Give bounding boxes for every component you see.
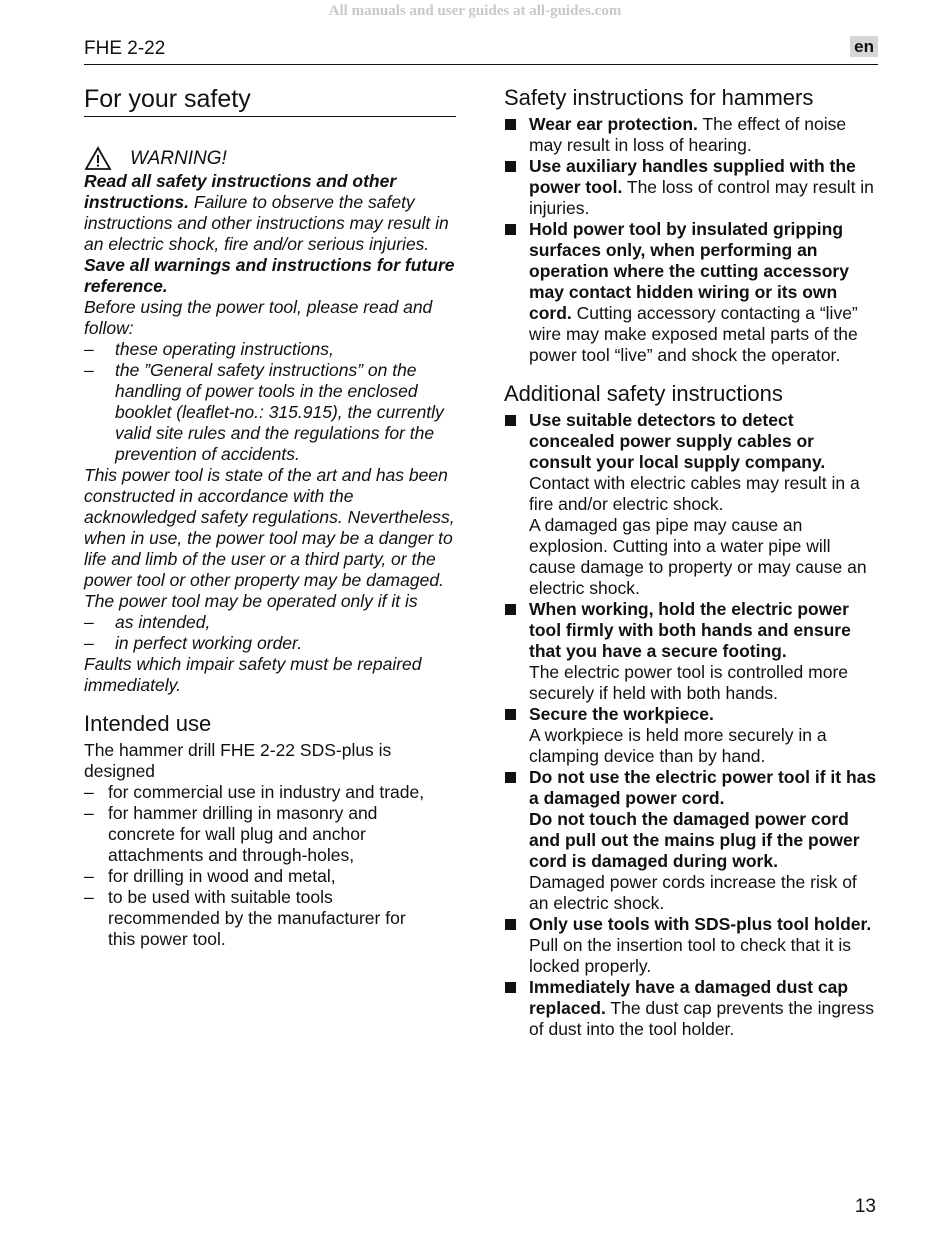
left-column	[84, 84, 456, 950]
list-item	[504, 704, 880, 767]
item-text: Damaged power cords increase the risk of an electric shock.	[529, 872, 857, 913]
item-bold: Hold power tool by insulated gripping surfaces only, when performing an operation where the cutting accessory may contact hidden wiring or its own cord.	[529, 219, 849, 323]
warning-heading	[84, 145, 456, 171]
section-title-safety: For your safety	[84, 84, 456, 117]
list-item	[504, 114, 880, 156]
item-bold: Wear ear protection.	[529, 114, 698, 134]
warning-body: Failure to observe the safety instructions and other instructions may result in an electric shock, fire and/or serious injuries.	[84, 192, 449, 254]
square-bullet-icon	[505, 709, 516, 720]
list-item: – for commercial use in industry and trade,	[84, 782, 456, 803]
item-bold: Secure the workpiece.	[529, 704, 714, 724]
item-bold: Do not use the electric power tool if it has a damaged power cord.	[529, 767, 877, 808]
list-item	[504, 599, 880, 704]
right-column	[504, 84, 880, 1040]
square-bullet-icon	[505, 415, 516, 426]
section-title-intended-use: Intended use	[84, 711, 212, 736]
hammers-list	[504, 114, 880, 366]
square-bullet-icon	[505, 982, 516, 993]
document-id: FHE 2-22	[84, 38, 166, 59]
list-item: – as intended,	[84, 612, 456, 633]
faults-text: Faults which impair safety must be repaired immediately.	[84, 654, 422, 695]
list-item: – to be used with suitable tools recommended by the manufacturer for this power tool.	[84, 887, 456, 950]
before-use-text: Before using the power tool, please read and follow:	[84, 297, 433, 338]
state-of-art-text: This power tool is state of the art and has been constructed in accordance with the acknowledged safety regulations. Nevertheless, when in use, the power tool may be a danger to life and limb of the user or a third party, or the power tool or other property may be damaged.	[84, 465, 455, 590]
square-bullet-icon	[505, 604, 516, 615]
watermark: All manuals and user guides at all-guides.com	[328, 3, 622, 19]
warning-bold-1: Read all safety instructions and other instructions.	[84, 171, 397, 212]
list-item	[504, 914, 880, 977]
list-item: – the ”General safety instructions” on the handling of power tools in the enclosed booklet (leaflet-no.: 315.915), the currently valid site rules and the regulations for the prevention of accidents.	[84, 360, 456, 465]
intended-intro: The hammer drill FHE 2-22 SDS-plus is designed	[84, 740, 392, 781]
section-title-additional: Additional safety instructions	[504, 381, 783, 406]
item-text: Contact with electric cables may result in a fire and/or electric shock.	[529, 473, 860, 514]
item-bold: Use suitable detectors to detect concealed power supply cables or consult your local supply company.	[529, 410, 826, 472]
list-item	[504, 410, 880, 599]
list-item: – for hammer drilling in masonry and concrete for wall plug and anchor attachments and through-holes,	[84, 803, 456, 866]
warning-label: WARNING!	[130, 147, 227, 169]
square-bullet-icon	[505, 772, 516, 783]
item-text: The electric power tool is controlled more securely if held with both hands.	[529, 662, 849, 703]
item-text: The effect of noise may result in loss of hearing.	[529, 114, 847, 155]
item-bold: When working, hold the electric power tool firmly with both hands and ensure that you have a secure footing.	[529, 599, 851, 661]
item-bold: Only use tools with SDS-plus tool holder.	[529, 914, 872, 934]
intended-list	[84, 782, 456, 950]
square-bullet-icon	[505, 919, 516, 930]
list-item	[504, 156, 880, 219]
item-bold: Immediately have a damaged dust cap replaced.	[529, 977, 849, 1018]
operated-list	[84, 612, 456, 654]
item-text: The dust cap prevents the ingress of dust into the tool holder.	[529, 998, 875, 1039]
item-bold: Do not touch the damaged power cord and pull out the mains plug if the power cord is damaged during work.	[529, 809, 860, 871]
additional-list	[504, 410, 880, 1040]
section-title-hammers: Safety instructions for hammers	[504, 85, 814, 110]
operated-only-text: The power tool may be operated only if it is	[84, 591, 418, 611]
item-bold: Use auxiliary handles supplied with the power tool.	[529, 156, 856, 197]
warning-text	[84, 171, 456, 297]
square-bullet-icon	[505, 161, 516, 172]
list-item	[504, 767, 880, 914]
list-item	[504, 977, 880, 1040]
page-header	[84, 38, 878, 65]
item-text: A damaged gas pipe may cause an explosion. Cutting into a water pipe will cause damage to property or may cause an electric shock.	[529, 515, 867, 598]
item-text: Pull on the insertion tool to check that it is locked properly.	[529, 935, 851, 976]
follow-list	[84, 339, 456, 465]
item-text: Cutting accessory contacting a “live” wire may make exposed metal parts of the power tool “live” and shock the operator.	[529, 303, 858, 365]
square-bullet-icon	[505, 224, 516, 235]
warning-triangle-icon	[84, 146, 112, 171]
list-item: – for drilling in wood and metal,	[84, 866, 456, 887]
square-bullet-icon	[505, 119, 516, 130]
language-badge: en	[850, 36, 878, 57]
warning-bold-2: Save all warnings and instructions for future reference.	[84, 255, 455, 296]
item-text: A workpiece is held more securely in a clamping device than by hand.	[529, 725, 827, 766]
list-item	[504, 219, 880, 366]
list-item: – these operating instructions,	[84, 339, 456, 360]
item-text: The loss of control may result in injuries.	[529, 177, 874, 218]
list-item: – in perfect working order.	[84, 633, 456, 654]
page-number: 13	[854, 1196, 876, 1217]
